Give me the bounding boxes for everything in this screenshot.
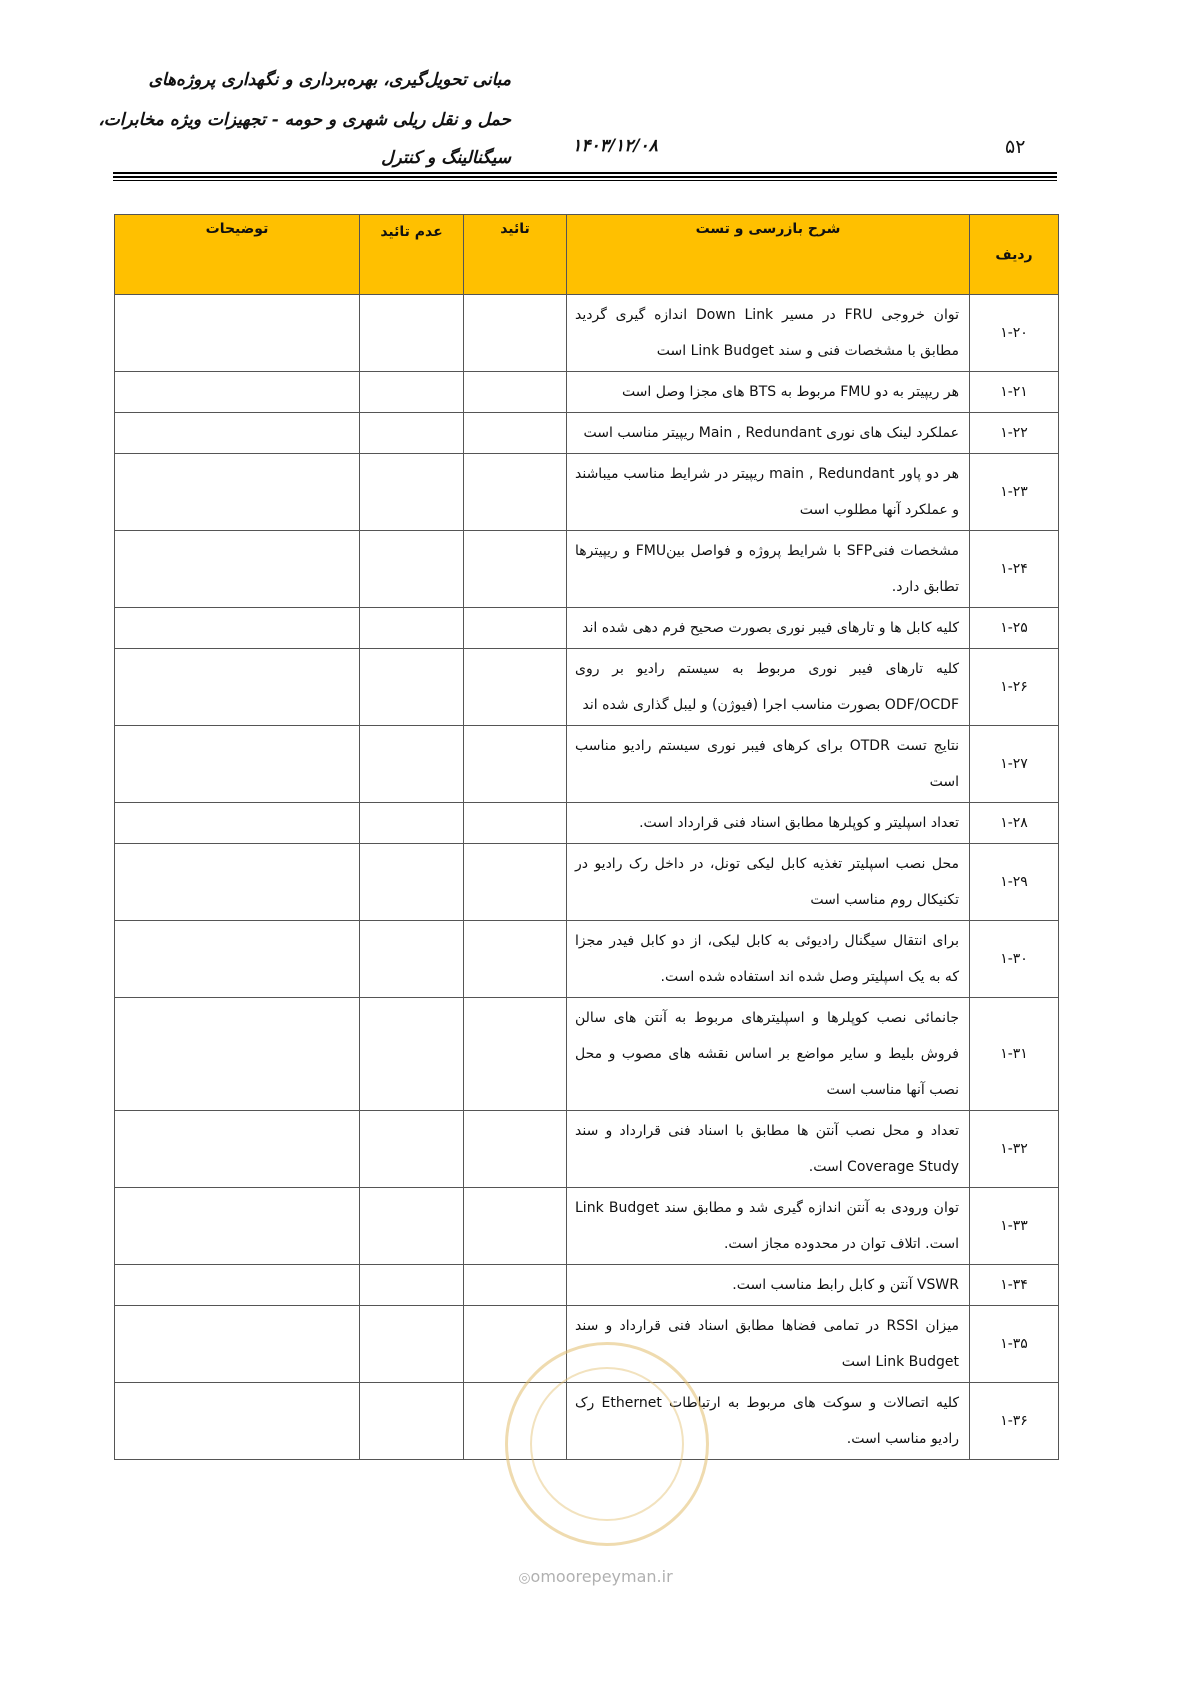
row-notes-cell — [115, 531, 360, 608]
table-row — [115, 1306, 1059, 1383]
table-row — [115, 844, 1059, 921]
row-number: ۱-۳۱ — [970, 998, 1059, 1111]
header-not-approved: عدم تائید — [360, 215, 464, 295]
row-number: ۱-۲۴ — [970, 531, 1059, 608]
row-number: ۱-۲۹ — [970, 844, 1059, 921]
row-not-approved-cell — [360, 921, 464, 998]
row-not-approved-cell — [360, 1111, 464, 1188]
row-approved-cell — [464, 649, 567, 726]
row-notes-cell — [115, 921, 360, 998]
table-row — [115, 531, 1059, 608]
row-number: ۱-۲۵ — [970, 608, 1059, 649]
row-not-approved-cell — [360, 295, 464, 372]
row-not-approved-cell — [360, 844, 464, 921]
row-approved-cell — [464, 1265, 567, 1306]
header-rule — [113, 180, 1057, 181]
row-number: ۱-۳۳ — [970, 1188, 1059, 1265]
row-notes-cell — [115, 413, 360, 454]
row-approved-cell — [464, 1111, 567, 1188]
header-approved: تائید — [464, 215, 567, 295]
row-notes-cell — [115, 1306, 360, 1383]
row-approved-cell — [464, 454, 567, 531]
page-number: ۵۲ — [1005, 136, 1026, 158]
row-not-approved-cell — [360, 531, 464, 608]
row-number: ۱-۲۸ — [970, 803, 1059, 844]
row-description: تعداد اسپلیتر و کوپلرها مطابق اسناد فنی قرارداد است. — [567, 803, 970, 844]
row-approved-cell — [464, 844, 567, 921]
row-description: کلیه تارهای فیبر نوری مربوط به سیستم رادیو بر روی ODF/OCDF بصورت مناسب اجرا (فیوژن) و لیبل گذاری شده اند — [567, 649, 970, 726]
row-not-approved-cell — [360, 649, 464, 726]
row-not-approved-cell — [360, 1383, 464, 1460]
row-notes-cell — [115, 372, 360, 413]
row-description: جانمائی نصب کوپلرها و اسپلیترهای مربوط به آنتن های سالن فروش بلیط و سایر مواضع بر اساس نقشه های مصوب و محل نصب آنها مناسب است — [567, 998, 970, 1111]
row-number: ۱-۳۶ — [970, 1383, 1059, 1460]
row-description: توان ورودی به آنتن اندازه گیری شد و مطابق سند Link Budget است. اتلاف توان در محدوده مجاز است. — [567, 1188, 970, 1265]
row-approved-cell — [464, 1383, 567, 1460]
watermark-text: omoorepeyman.ir — [530, 1567, 673, 1586]
row-not-approved-cell — [360, 726, 464, 803]
watermark — [0, 1567, 1191, 1586]
row-number: ۱-۳۴ — [970, 1265, 1059, 1306]
table-row — [115, 998, 1059, 1111]
row-description: توان خروجی FRU در مسیر Down Link اندازه گیری گردید مطابق با مشخصات فنی و سند Link Budget است — [567, 295, 970, 372]
row-not-approved-cell — [360, 454, 464, 531]
row-approved-cell — [464, 372, 567, 413]
table-row — [115, 454, 1059, 531]
row-description: عملکرد لینک های نوری Main , Redundant ریپیتر مناسب است — [567, 413, 970, 454]
row-not-approved-cell — [360, 998, 464, 1111]
row-notes-cell — [115, 608, 360, 649]
row-notes-cell — [115, 1188, 360, 1265]
row-description: میزان RSSI در تمامی فضاها مطابق اسناد فنی قرارداد و سند Link Budget است — [567, 1306, 970, 1383]
table-row — [115, 921, 1059, 998]
row-description: برای انتقال سیگنال رادیوئی به کابل لیکی، از دو کابل فیدر مجزا که به یک اسپلیتر وصل شده اند استفاده شده است. — [567, 921, 970, 998]
header-notes: توضیحات — [115, 215, 360, 295]
table-body — [115, 295, 1059, 1460]
table-header-row — [115, 215, 1059, 295]
row-notes-cell — [115, 1265, 360, 1306]
row-number: ۱-۲۶ — [970, 649, 1059, 726]
row-approved-cell — [464, 531, 567, 608]
header-row-number: ردیف — [970, 215, 1059, 295]
table-row — [115, 1383, 1059, 1460]
row-description: مشخصات فنیSFP با شرایط پروژه و فواصل بینFMU و ریپیترها تطابق دارد. — [567, 531, 970, 608]
row-description: تعداد و محل نصب آنتن ها مطابق با اسناد فنی قرارداد و سند Coverage Study است. — [567, 1111, 970, 1188]
row-number: ۱-۳۰ — [970, 921, 1059, 998]
row-number: ۱-۳۵ — [970, 1306, 1059, 1383]
table-row — [115, 1265, 1059, 1306]
row-approved-cell — [464, 726, 567, 803]
row-approved-cell — [464, 608, 567, 649]
row-description: کلیه کابل ها و تارهای فیبر نوری بصورت صحیح فرم دهی شده اند — [567, 608, 970, 649]
row-not-approved-cell — [360, 1265, 464, 1306]
header-rule — [113, 172, 1057, 174]
row-approved-cell — [464, 998, 567, 1111]
row-description: کلیه اتصالات و سوکت های مربوط به ارتباطات Ethernet رک رادیو مناسب است. — [567, 1383, 970, 1460]
row-number: ۱-۳۲ — [970, 1111, 1059, 1188]
row-approved-cell — [464, 413, 567, 454]
row-notes-cell — [115, 998, 360, 1111]
row-notes-cell — [115, 1383, 360, 1460]
table-row — [115, 1111, 1059, 1188]
row-notes-cell — [115, 295, 360, 372]
row-notes-cell — [115, 454, 360, 531]
table-row — [115, 608, 1059, 649]
header-title-line-3: سیگنالینگ و کنترل — [381, 148, 511, 168]
row-not-approved-cell — [360, 1306, 464, 1383]
row-description: هر ریپیتر به دو FMU مربوط به BTS های مجزا وصل است — [567, 372, 970, 413]
table-row — [115, 1188, 1059, 1265]
row-number: ۱-۲۰ — [970, 295, 1059, 372]
row-number: ۱-۲۷ — [970, 726, 1059, 803]
inspection-table — [114, 214, 1059, 1460]
row-description: هر دو پاور main , Redundant ریپیتر در شرایط مناسب میباشند و عملکرد آنها مطلوب است — [567, 454, 970, 531]
row-approved-cell — [464, 1306, 567, 1383]
header-title-line-2: حمل و نقل ریلی شهری و حومه - تجهیزات ویژه مخابرات، — [98, 110, 511, 130]
header-date: ۱۴۰۳/۱۲/۰۸ — [572, 136, 658, 156]
row-not-approved-cell — [360, 413, 464, 454]
table-row — [115, 726, 1059, 803]
table-row — [115, 372, 1059, 413]
row-number: ۱-۲۱ — [970, 372, 1059, 413]
row-notes-cell — [115, 1111, 360, 1188]
watermark-logo-icon: ◎ — [518, 1570, 531, 1586]
row-not-approved-cell — [360, 803, 464, 844]
row-number: ۱-۲۲ — [970, 413, 1059, 454]
row-approved-cell — [464, 921, 567, 998]
row-notes-cell — [115, 803, 360, 844]
row-description: نتایج تست OTDR برای کرهای فیبر نوری سیستم رادیو مناسب است — [567, 726, 970, 803]
row-approved-cell — [464, 803, 567, 844]
header-rule — [113, 176, 1057, 178]
header-description: شرح بازرسی و تست — [567, 215, 970, 295]
header-title-line-1: مبانی تحویل‌گیری، بهره‌برداری و نگهداری پروژه‌های — [148, 70, 511, 90]
row-description: VSWR آنتن و کابل رابط مناسب است. — [567, 1265, 970, 1306]
table-row — [115, 295, 1059, 372]
row-description: محل نصب اسپلیتر تغذیه کابل لیکی تونل، در داخل رک رادیو در تکنیکال روم مناسب است — [567, 844, 970, 921]
row-approved-cell — [464, 1188, 567, 1265]
table-row — [115, 649, 1059, 726]
row-not-approved-cell — [360, 608, 464, 649]
row-not-approved-cell — [360, 1188, 464, 1265]
row-number: ۱-۲۳ — [970, 454, 1059, 531]
row-notes-cell — [115, 844, 360, 921]
table-row — [115, 803, 1059, 844]
row-notes-cell — [115, 726, 360, 803]
table-row — [115, 413, 1059, 454]
row-not-approved-cell — [360, 372, 464, 413]
row-notes-cell — [115, 649, 360, 726]
row-approved-cell — [464, 295, 567, 372]
